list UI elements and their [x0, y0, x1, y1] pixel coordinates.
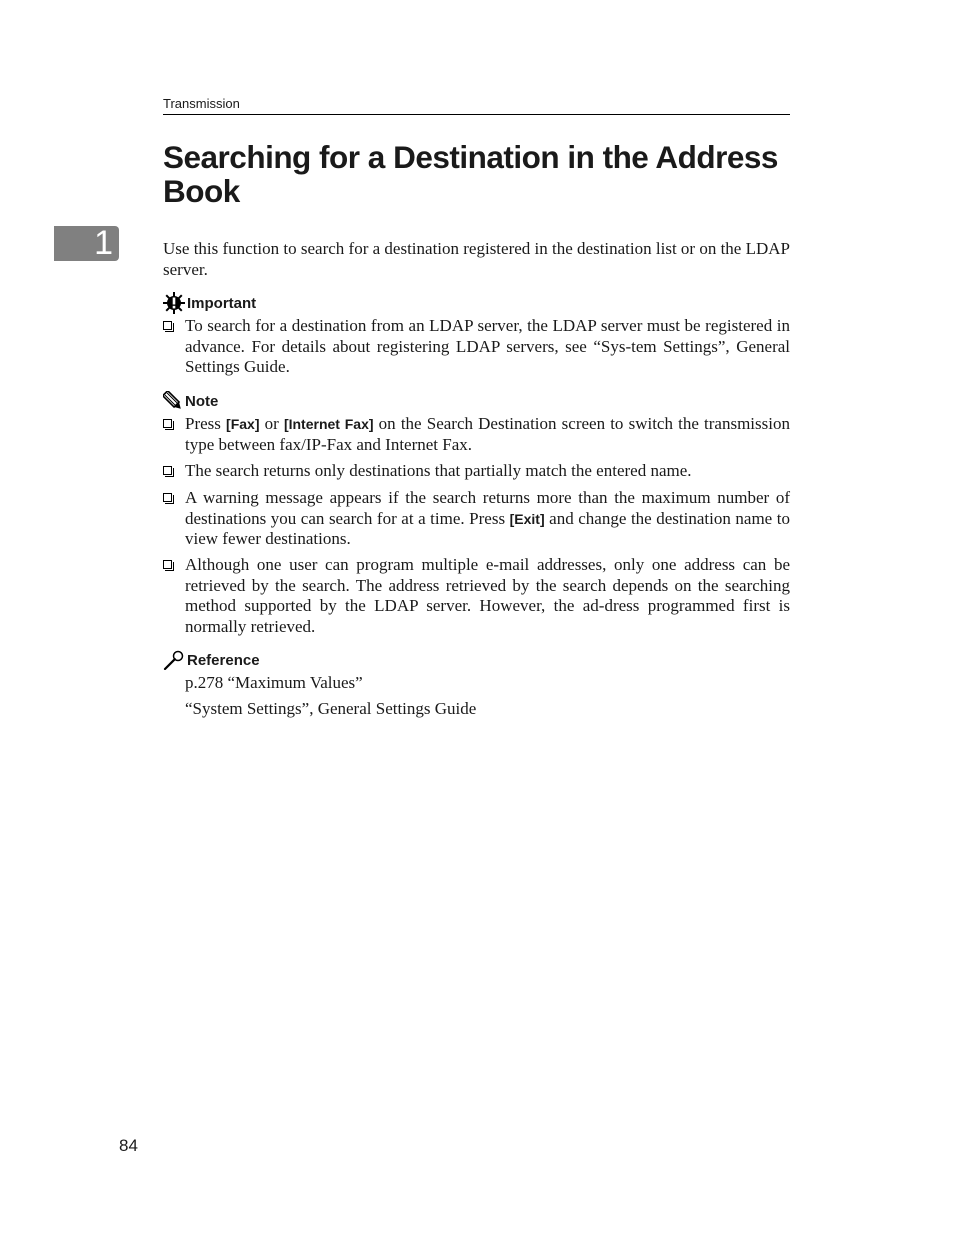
reference-label: Reference	[187, 651, 260, 669]
fax-key-label: [Fax]	[226, 416, 260, 432]
important-heading	[163, 293, 256, 313]
internet-fax-key-label: [Internet Fax]	[283, 416, 374, 432]
header-rule	[163, 114, 790, 115]
note-heading	[163, 391, 218, 411]
intro-paragraph: Use this function to search for a destination registered in the destination list or on the LDAP server.	[163, 239, 790, 279]
page-title: Searching for a Destination in the Address Book	[163, 139, 778, 209]
reference-link[interactable]: p.278 “Maximum Values”	[185, 673, 363, 692]
checkbox-bullet-icon	[163, 321, 172, 330]
reference-heading	[163, 650, 260, 670]
running-header: Transmission	[163, 96, 240, 111]
checkbox-bullet-icon	[163, 419, 172, 428]
checkbox-bullet-icon	[163, 560, 172, 569]
important-label: Important	[187, 294, 257, 312]
exit-key-label: [Exit]	[509, 510, 545, 527]
chapter-number: 1	[94, 224, 113, 262]
checkbox-bullet-icon	[163, 493, 172, 502]
magnifier-icon	[163, 650, 185, 670]
important-item-text: To search for a destination from an LDAP server, the LDAP server must be registered in advance. For details about registering LDAP servers, see “Sys-tem Settings”, General Settings Guide.	[185, 316, 790, 376]
note-item-text: Although one user can program multiple e-mail addresses, only one address can be retrieved by the search. The address retrieved by the search depends on the searching method supported by the LDAP server. However, the ad-dress programmed first is normally retrieved.	[185, 555, 790, 636]
note-item-text: A warning message appears if the search returns more than the maximum number of destinations you can search for at a time. Press [Exit] and change the destination name to view fewer destinations.	[185, 488, 790, 548]
note-item-text: Press [Fax] or [Internet Fax] on the Search Destination screen to switch the transmission type between fax/IP-Fax and Internet Fax.	[185, 414, 790, 454]
chapter-tab	[54, 226, 119, 261]
pencil-icon	[163, 391, 183, 411]
note-label: Note	[185, 392, 219, 410]
reference-link[interactable]: “System Settings”, General Settings Guide	[185, 699, 477, 718]
important-icon	[163, 292, 185, 314]
page-number: 84	[119, 1136, 138, 1155]
checkbox-bullet-icon	[163, 466, 172, 475]
note-item-text: The search returns only destinations that partially match the entered name.	[185, 461, 692, 480]
